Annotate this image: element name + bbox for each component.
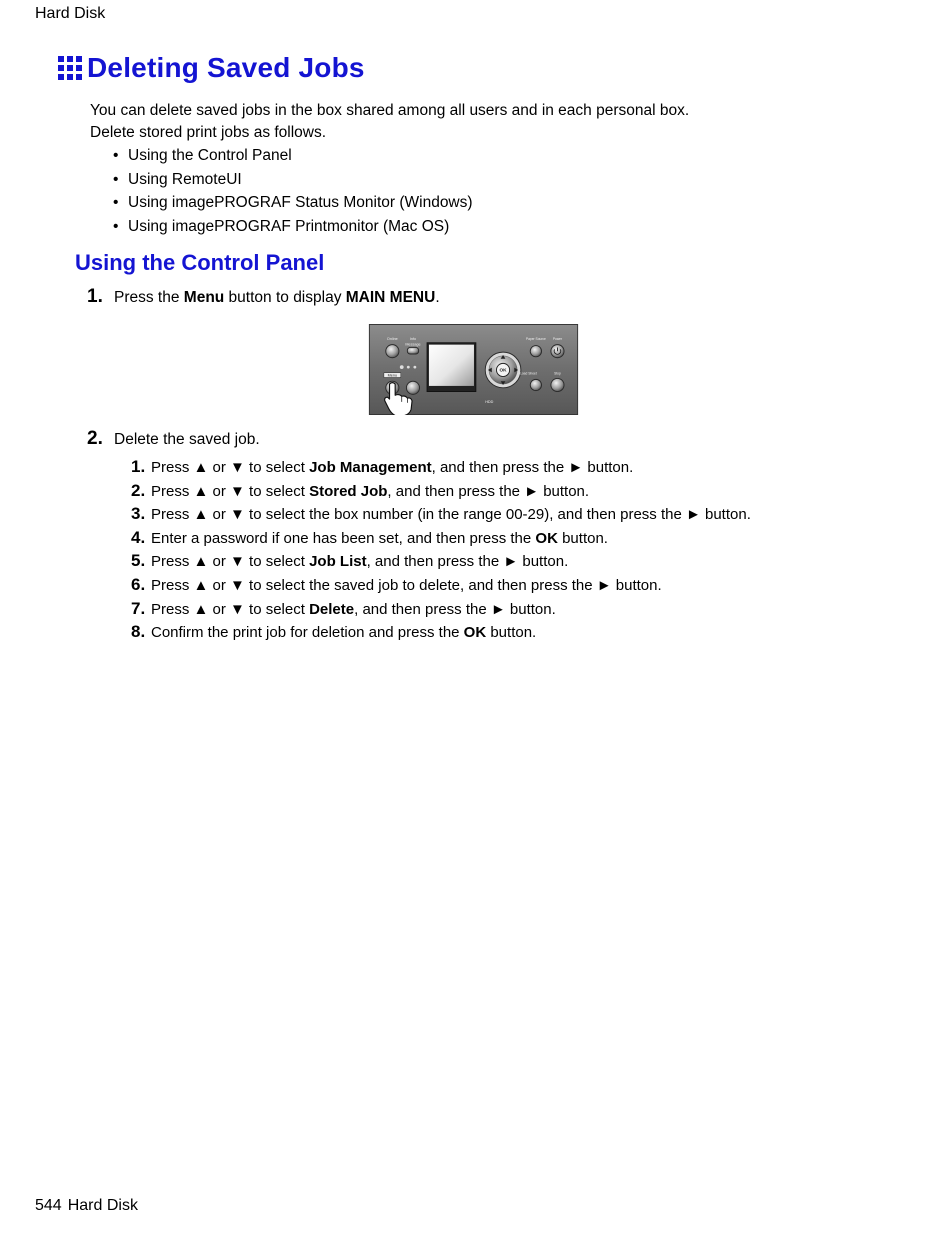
substep-number: 4.: [131, 527, 146, 547]
substep-number: 5.: [131, 551, 146, 571]
list-item: [131, 620, 751, 644]
substep-text: Press ▲ or ▼ to select the box number (in the range 00-29), and then press the ► button.: [151, 506, 751, 524]
list-item-text: Using the Control Panel: [128, 147, 292, 164]
step-2: [87, 428, 260, 450]
substep-text: , and then press the ► button.: [366, 553, 569, 571]
main-menu-term: MAIN MENU: [345, 289, 436, 306]
substep-text: Press ▲ or ▼ to select the saved job to delete, and then press the ► button.: [151, 576, 662, 594]
substep-text: Enter a password if one has been set, and then press the: [151, 529, 536, 547]
stop-button: [551, 378, 564, 391]
substep-term: Job Management: [309, 459, 432, 476]
substep-text: Press ▲ or ▼ to select: [151, 482, 310, 500]
substep-text: Press ▲ or ▼ to select: [151, 600, 310, 618]
online-label: Online: [386, 336, 398, 341]
list-item: [131, 526, 751, 550]
paper-source-label: Paper Source: [525, 336, 546, 341]
substep-text: , and then press the ► button.: [387, 482, 590, 500]
list-item-text: Using imagePROGRAF Status Monitor (Windows): [128, 194, 473, 212]
page-title-row: [58, 52, 365, 84]
substep-text: button.: [486, 624, 537, 642]
section-title: Using the Control Panel: [75, 250, 325, 275]
bullet-icon: •: [113, 194, 119, 212]
substep-number: 3.: [131, 504, 146, 524]
menu-label: Menu: [387, 373, 398, 378]
substep-term: OK: [535, 529, 558, 547]
list-item: [131, 597, 751, 621]
stop-label: Stop: [554, 371, 561, 376]
page-number: 544: [35, 1197, 62, 1214]
substep-term: Stored Job: [309, 482, 388, 500]
list-item: [113, 168, 473, 192]
bullet-icon: •: [113, 217, 119, 235]
substep-text: Confirm the print job for deletion and press the: [151, 624, 464, 642]
substep-text: Press ▲ or ▼ to select: [151, 553, 310, 571]
power-label: Power: [552, 336, 563, 341]
grid-icon: [58, 56, 82, 80]
message-button: [407, 347, 418, 354]
menu-term: Menu: [183, 289, 225, 306]
intro-line-1: You can delete saved jobs in the box shared among all users and in each personal box.: [90, 102, 690, 119]
paper-source-button: [530, 346, 541, 357]
step-text: Press the: [114, 289, 184, 306]
load-sheet-label: Load Sheet: [520, 371, 537, 376]
substep-number: 2.: [131, 480, 146, 500]
substep-number: 1.: [131, 457, 146, 476]
substep-term: Job List: [309, 553, 367, 571]
indicator-lamp: [400, 365, 404, 369]
intro: [90, 100, 689, 143]
running-header: Hard Disk: [35, 5, 106, 22]
list-item: [131, 479, 751, 503]
substep-term: OK: [463, 624, 487, 642]
hdd-label: HDD: [485, 399, 494, 404]
substep-text: button.: [557, 529, 608, 547]
info-label: Info: [409, 336, 417, 341]
substep-number: 6.: [131, 574, 146, 594]
list-item: [131, 549, 751, 573]
substep-text: Press ▲ or ▼ to select: [151, 459, 310, 476]
step-number: 2.: [87, 428, 103, 449]
substep-text: , and then press the ► button.: [354, 600, 556, 618]
indicator-lamp: [407, 366, 410, 369]
page-title: Deleting Saved Jobs: [87, 52, 365, 83]
list-item: [131, 502, 751, 526]
intro-line-2: Delete stored print jobs as follows.: [90, 123, 327, 141]
bullet-icon: •: [113, 170, 119, 188]
indicator-lamp: [413, 366, 416, 369]
step-1: [87, 286, 440, 308]
step-number: 1.: [87, 286, 103, 307]
substep-list: [131, 455, 751, 644]
page-footer: [35, 1197, 144, 1215]
substep-number: 8.: [131, 622, 146, 642]
footer-section: Hard Disk: [67, 1197, 138, 1214]
control-panel-illustration: [362, 324, 585, 415]
list-item: [113, 191, 473, 215]
ok-label: OK: [499, 367, 507, 373]
substep-text: , and then press the ► button.: [431, 459, 634, 476]
load-sheet-button: [530, 379, 541, 390]
list-item: [113, 215, 473, 239]
list-item: [131, 573, 751, 597]
list-item-text: Using RemoteUI: [128, 170, 242, 188]
method-list: [113, 144, 473, 238]
substep-term: Delete: [309, 600, 355, 618]
step-text: button to display: [224, 289, 346, 306]
step-text: .: [435, 289, 440, 306]
back-button: [406, 381, 419, 394]
list-item-text: Using imagePROGRAF Printmonitor (Mac OS): [128, 217, 450, 235]
substep-number: 7.: [131, 598, 146, 618]
list-item: [113, 144, 473, 168]
list-item: [131, 455, 751, 479]
online-button: [386, 345, 399, 358]
step-text: Delete the saved job.: [114, 431, 260, 448]
message-label: Message: [405, 342, 421, 347]
bullet-icon: •: [113, 147, 119, 164]
lcd-screen: [429, 345, 474, 386]
